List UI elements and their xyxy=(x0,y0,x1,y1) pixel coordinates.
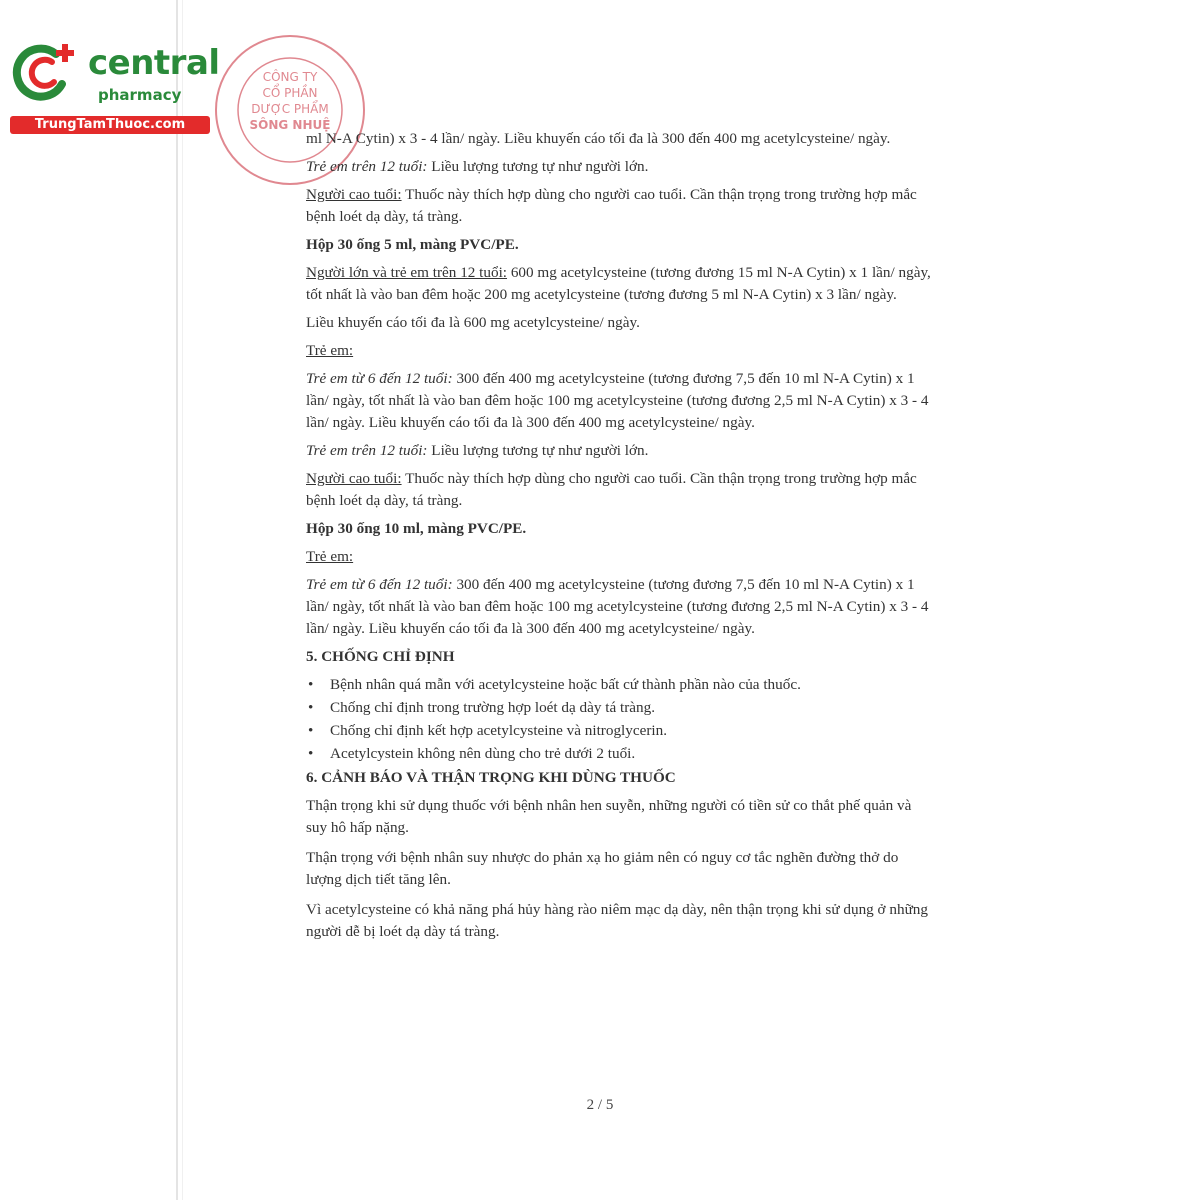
bullet-icon: • xyxy=(308,745,314,762)
text-children-6-12: 300 đến 400 mg acetylcysteine (tương đương 7,5 đến 10 ml N-A Cytin) x 1 lần/ ngày, tốt nhất là vào ban đêm hoặc 100 mg acetylcysteine (tương đương 2,5 ml N-A Cytin) x 3 - 4 lần/ ngày. Liều khuyến cáo tối đa là 300 đến 400 mg acetylcysteine/ ngày. xyxy=(306,370,929,431)
page-number: 2 / 5 xyxy=(586,1097,614,1113)
dosage-adults xyxy=(306,262,932,306)
label-children: Trẻ em: xyxy=(306,342,354,359)
label-children-over-12: Trẻ em trên 12 tuổi: xyxy=(306,158,428,175)
dosage-children-6-12 xyxy=(306,368,932,434)
text-adults: 600 mg acetylcysteine (tương đương 15 ml N-A Cytin) x 1 lần/ ngày, tốt nhất là vào ban đêm hoặc 200 mg acetylcysteine (tương đương 5 ml N-A Cytin) x 3 lần/ ngày. xyxy=(306,264,931,303)
label-children-6-12: Trẻ em từ 6 đến 12 tuổi: xyxy=(306,370,453,387)
max-dose-note: Liều khuyến cáo tối đa là 600 mg acetylcysteine/ ngày. xyxy=(306,314,640,331)
contraindications-list xyxy=(306,674,932,765)
dosage-children-over-12 xyxy=(306,156,932,178)
logo-url-banner[interactable]: TrungTamThuoc.com xyxy=(10,116,210,134)
label-children-6-12-b: Trẻ em từ 6 đến 12 tuổi: xyxy=(306,576,453,593)
label-children-b: Trẻ em: xyxy=(306,548,354,565)
list-item: • Bệnh nhân quá mẫn với acetylcysteine hoặc bất cứ thành phần nào của thuốc. xyxy=(306,674,932,696)
list-item: • Chống chỉ định kết hợp acetylcysteine và nitroglycerin. xyxy=(306,720,932,742)
stamp-line-2: CỔ PHẦN xyxy=(262,86,318,100)
dosage-paragraph: ml N-A Cytin) x 3 - 4 lần/ ngày. Liều khuyến cáo tối đa là 300 đến 400 mg acetylcysteine/ ngày. xyxy=(306,130,891,147)
scan-edge-line xyxy=(176,0,178,1200)
package-heading-10ml: Hộp 30 ống 10 ml, màng PVC/PE. xyxy=(306,520,527,537)
bullet-icon: • xyxy=(308,722,314,739)
logo-subtitle: pharmacy xyxy=(98,86,182,104)
label-children-over-12-b: Trẻ em trên 12 tuổi: xyxy=(306,442,428,459)
stamp-line-3: DƯỢC PHẨM xyxy=(251,102,329,116)
text-children-6-12-b: 300 đến 400 mg acetylcysteine (tương đương 7,5 đến 10 ml N-A Cytin) x 1 lần/ ngày, tốt nhất là vào ban đêm hoặc 100 mg acetylcysteine (tương đương 2,5 ml N-A Cytin) x 3 - 4 lần/ ngày. Liều khuyến cáo tối đa là 300 đến 400 mg acetylcysteine/ ngày. xyxy=(306,576,929,637)
pharmacy-cross-icon xyxy=(12,40,76,104)
bullet-icon: • xyxy=(308,676,314,693)
dosage-elderly xyxy=(306,184,932,228)
document-body xyxy=(306,128,932,951)
stamp-line-1: CÔNG TY xyxy=(262,70,318,84)
text-elderly-b: Thuốc này thích hợp dùng cho người cao tuổi. Cần thận trọng trong trường hợp mắc bệnh loét dạ dày, tá tràng. xyxy=(306,470,917,509)
text-elderly: Thuốc này thích hợp dùng cho người cao tuổi. Cần thận trọng trong trường hợp mắc bệnh loét dạ dày, tá tràng. xyxy=(306,186,917,225)
warning-paragraph-2: Thận trọng với bệnh nhân suy nhược do phản xạ ho giảm nên có nguy cơ tắc nghẽn đường thở do lượng dịch tiết tăng lên. xyxy=(306,849,899,888)
warning-paragraph-1: Thận trọng khi sử dụng thuốc với bệnh nhân hen suyễn, những người có tiền sử co thắt phế quản và suy hô hấp nặng. xyxy=(306,797,912,836)
list-item: • Chống chỉ định trong trường hợp loét dạ dày tá tràng. xyxy=(306,697,932,719)
text-children-over-12-b: Liều lượng tương tự như người lớn. xyxy=(427,442,649,459)
label-elderly: Người cao tuổi: xyxy=(306,186,402,203)
logo-name: central xyxy=(88,43,220,83)
bullet-icon: • xyxy=(308,699,314,716)
scan-edge-line-2 xyxy=(182,0,183,1200)
dosage-elderly-b xyxy=(306,468,932,512)
label-adults: Người lớn và trẻ em trên 12 tuổi: xyxy=(306,264,508,281)
stamp-line-4: SÔNG NHUỆ xyxy=(249,118,331,132)
list-item: • Acetylcystein không nên dùng cho trẻ dưới 2 tuổi. xyxy=(306,743,932,765)
text-children-over-12: Liều lượng tương tự như người lớn. xyxy=(427,158,649,175)
label-elderly-b: Người cao tuổi: xyxy=(306,470,402,487)
dosage-children-6-12-b xyxy=(306,574,932,640)
dosage-children-over-12-b xyxy=(306,440,932,462)
warning-paragraph-3: Vì acetylcysteine có khả năng phá hủy hàng rào niêm mạc dạ dày, nên thận trọng khi sử dụng ở những người dễ bị loét dạ dày tá tràng. xyxy=(306,901,928,940)
package-heading-5ml: Hộp 30 ống 5 ml, màng PVC/PE. xyxy=(306,236,519,253)
central-pharmacy-logo[interactable] xyxy=(10,38,220,138)
section-6-heading: 6. CẢNH BÁO VÀ THẬN TRỌNG KHI DÙNG THUỐC xyxy=(306,769,676,786)
section-5-heading: 5. CHỐNG CHỈ ĐỊNH xyxy=(306,648,455,665)
